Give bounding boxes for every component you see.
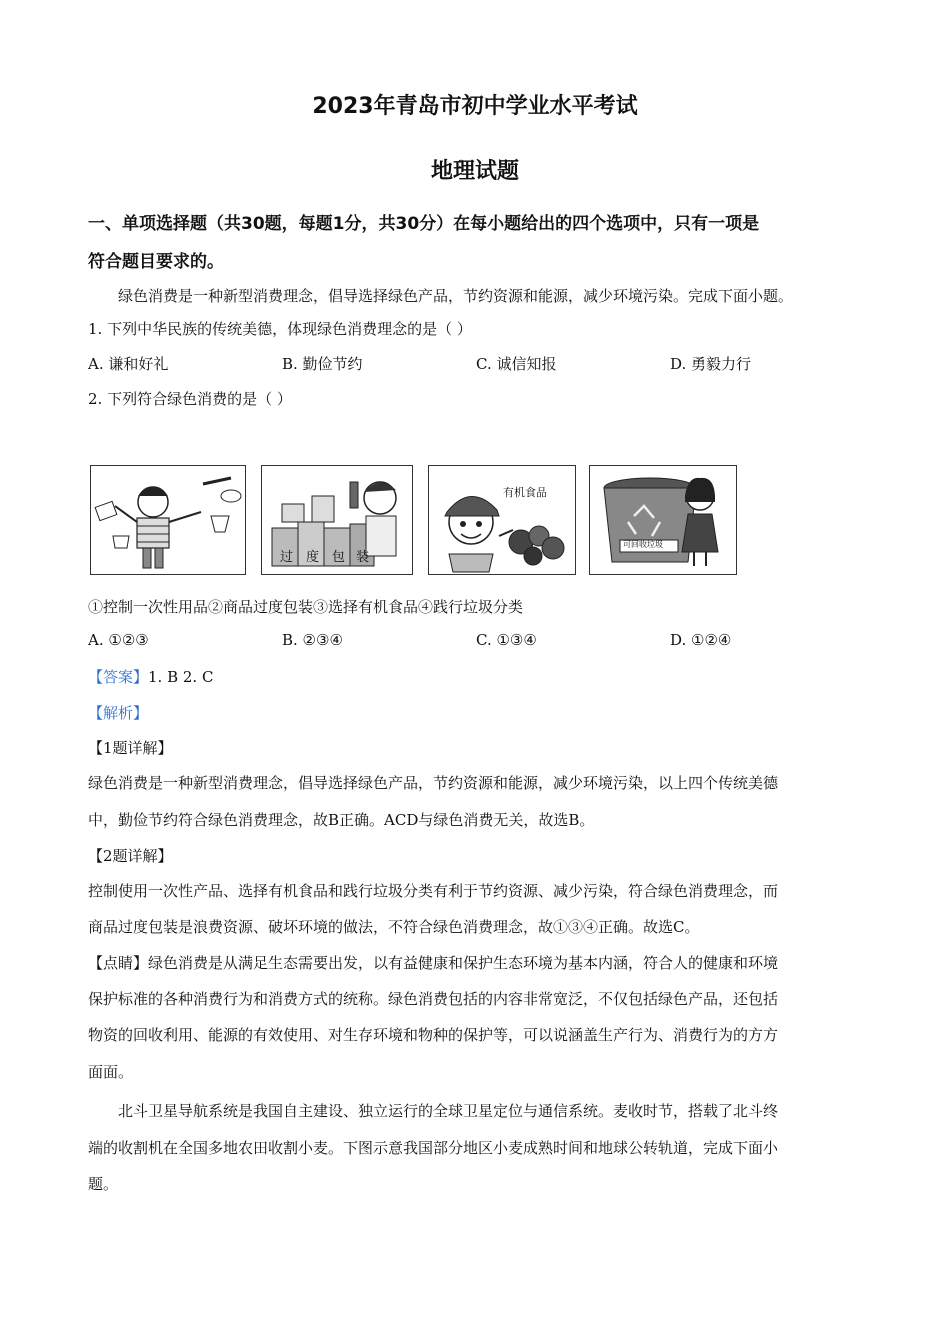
intro-beidou-line-3: 题。 [88, 1175, 119, 1193]
garbage-sorting-drawing [590, 466, 736, 574]
detail-1-label: 【1题详解】 [88, 739, 173, 757]
organic-food-drawing [429, 466, 575, 574]
tip-line-2: 保护标准的各种消费行为和消费方式的统称。绿色消费包括的内容非常宽泛，不仅包括绿色产品，还包括 [88, 990, 779, 1008]
illustration-organic-food [428, 465, 576, 575]
q1-option-d: D. 勇毅力行 [670, 355, 752, 373]
illustration-excessive-packaging [261, 465, 413, 575]
tip-line-3: 物资的回收利用、能源的有效使用、对生存环境和物种的保护等，可以说涵盖生产行为、消费行为的方方 [88, 1026, 779, 1044]
detail-1-line-2: 中，勤俭节约符合绿色消费理念，故B正确。ACD与绿色消费无关，故选B。 [88, 811, 595, 829]
tip-text-1: 绿色消费是从满足生态需要出发，以有益健康和保护生态环境为基本内涵，符合人的健康和环境 [148, 954, 779, 972]
organic-food-label: 有机食品 [503, 486, 547, 499]
tip-label: 【点睛】 [88, 954, 149, 972]
q1-option-b: B. 勤俭节约 [282, 355, 363, 373]
q2-option-d: D. ①②④ [670, 631, 732, 649]
illustration-garbage-sorting [589, 465, 737, 575]
analysis-label: 【解析】 [88, 704, 149, 722]
intro-green-consumption: 绿色消费是一种新型消费理念，倡导选择绿色产品，节约资源和能源，减少环境污染。完成下面小题。 [118, 287, 794, 305]
tip-line-4: 面面。 [88, 1063, 134, 1081]
detail-2-label: 【2题详解】 [88, 847, 173, 865]
detail-2-line-1: 控制使用一次性产品、选择有机食品和践行垃圾分类有利于节约资源、减少污染，符合绿色消费理念，而 [88, 882, 779, 900]
q2-option-b: B. ②③④ [282, 631, 343, 649]
answer-text: 1. B 2. C [148, 668, 214, 686]
q2-option-a: A. ①②③ [88, 631, 149, 649]
q2-caption: ①控制一次性用品②商品过度包装③选择有机食品④践行垃圾分类 [88, 598, 524, 616]
intro-beidou-line-1: 北斗卫星导航系统是我国自主建设、独立运行的全球卫星定位与通信系统。麦收时节，搭载了北斗终 [118, 1102, 779, 1120]
tip-line-1 [88, 952, 778, 973]
box-label-3: 包 [332, 550, 346, 565]
disposable-items-drawing [91, 466, 245, 574]
box-label-2: 度 [306, 550, 320, 565]
box-label-4: 装 [356, 550, 370, 565]
exam-subtitle: 地理试题 [430, 159, 519, 184]
q1-option-a: A. 谦和好礼 [88, 355, 169, 373]
q1-option-c: C. 诚信知报 [476, 355, 557, 373]
detail-1-line-1: 绿色消费是一种新型消费理念，倡导选择绿色产品，节约资源和能源，减少环境污染，以上四个传统美德 [88, 774, 779, 792]
box-label-1: 过 [280, 550, 294, 565]
answer-line [88, 666, 213, 687]
exam-title: 2023年青岛市初中学业水平考试 [312, 94, 638, 119]
question-2-stem: 2. 下列符合绿色消费的是（ ） [88, 390, 292, 408]
answer-label: 【答案】 [88, 668, 149, 686]
q2-option-c: C. ①③④ [476, 631, 537, 649]
question-1-stem: 1. 下列中华民族的传统美德，体现绿色消费理念的是（ ） [88, 320, 472, 338]
section-heading-line2: 符合题目要求的。 [88, 252, 224, 272]
intro-beidou-line-2: 端的收割机在全国多地农田收割小麦。下图示意我国部分地区小麦成熟时间和地球公转轨道，完成下面小 [88, 1139, 779, 1157]
section-heading-line1: 一、单项选择题（共30题，每题1分，共30分）在每小题给出的四个选项中，只有一项是 [88, 214, 760, 234]
detail-2-line-2: 商品过度包装是浪费资源、破坏环境的做法，不符合绿色消费理念，故①③④正确。故选C。 [88, 918, 700, 936]
illustration-disposable-items [90, 465, 246, 575]
recycle-bin-label: 可回收垃圾 [623, 540, 663, 549]
